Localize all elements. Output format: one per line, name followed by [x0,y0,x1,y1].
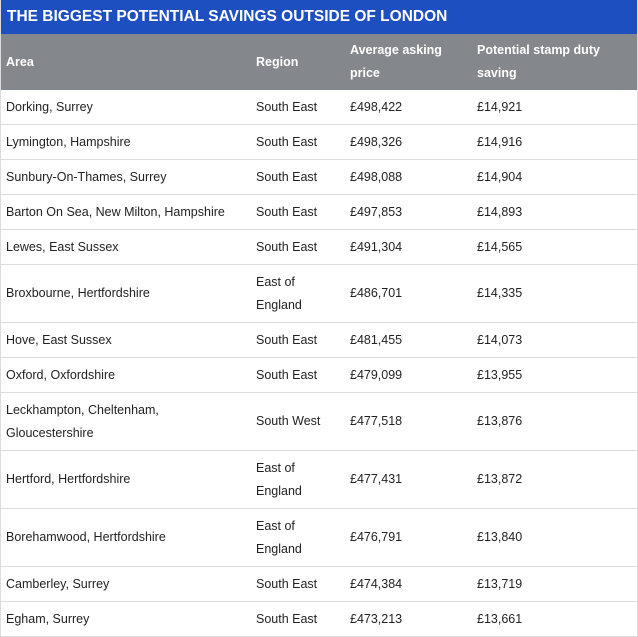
cell-region: East of England [251,451,345,509]
cell-region: East of England [251,265,345,323]
header-row [1,34,637,90]
cell-price: £491,304 [345,230,472,265]
header-area: Area [1,34,251,90]
header-average-asking-price: Average asking price [345,34,472,90]
table-row [1,160,637,195]
cell-region: South East [251,90,345,125]
cell-price: £476,791 [345,509,472,567]
cell-region: South West [251,393,345,451]
table-row [1,265,637,323]
header-region: Region [251,34,345,90]
cell-saving: £13,719 [472,567,637,602]
table-row [1,195,637,230]
cell-region: South East [251,358,345,393]
table-row [1,451,637,509]
cell-area: Lewes, East Sussex [1,230,251,265]
cell-area: Hertford, Hertfordshire [1,451,251,509]
cell-region: South East [251,567,345,602]
savings-table [1,34,637,637]
cell-area: Barton On Sea, New Milton, Hampshire [1,195,251,230]
cell-area: Borehamwood, Hertfordshire [1,509,251,567]
cell-price: £477,431 [345,451,472,509]
cell-area: Dorking, Surrey [1,90,251,125]
table-row [1,230,637,265]
cell-area: Camberley, Surrey [1,567,251,602]
cell-saving: £14,335 [472,265,637,323]
cell-saving: £13,661 [472,602,637,637]
cell-region: South East [251,125,345,160]
table-title: THE BIGGEST POTENTIAL SAVINGS OUTSIDE OF LONDON [1,0,637,34]
cell-region: South East [251,602,345,637]
cell-price: £498,422 [345,90,472,125]
table-row [1,393,637,451]
cell-saving: £14,904 [472,160,637,195]
cell-saving: £14,073 [472,323,637,358]
cell-price: £486,701 [345,265,472,323]
cell-area: Oxford, Oxfordshire [1,358,251,393]
cell-saving: £13,876 [472,393,637,451]
cell-region: South East [251,323,345,358]
cell-area: Sunbury-On-Thames, Surrey [1,160,251,195]
cell-saving: £14,921 [472,90,637,125]
table-row [1,90,637,125]
cell-region: South East [251,230,345,265]
cell-price: £481,455 [345,323,472,358]
cell-area: Hove, East Sussex [1,323,251,358]
cell-price: £498,326 [345,125,472,160]
header-potential-stamp-duty-saving: Potential stamp duty saving [472,34,637,90]
cell-saving: £14,565 [472,230,637,265]
cell-saving: £13,955 [472,358,637,393]
cell-area: Leckhampton, Cheltenham, Gloucestershire [1,393,251,451]
table-row [1,323,637,358]
cell-area: Egham, Surrey [1,602,251,637]
cell-price: £477,518 [345,393,472,451]
cell-price: £479,099 [345,358,472,393]
cell-saving: £14,916 [472,125,637,160]
cell-region: South East [251,195,345,230]
table-row [1,358,637,393]
cell-price: £473,213 [345,602,472,637]
cell-saving: £14,893 [472,195,637,230]
cell-price: £474,384 [345,567,472,602]
table-row [1,509,637,567]
cell-price: £498,088 [345,160,472,195]
cell-region: South East [251,160,345,195]
cell-area: Lymington, Hampshire [1,125,251,160]
table-row [1,125,637,160]
cell-saving: £13,840 [472,509,637,567]
cell-area: Broxbourne, Hertfordshire [1,265,251,323]
cell-price: £497,853 [345,195,472,230]
table-row [1,567,637,602]
table-row [1,602,637,637]
cell-saving: £13,872 [472,451,637,509]
cell-region: East of England [251,509,345,567]
